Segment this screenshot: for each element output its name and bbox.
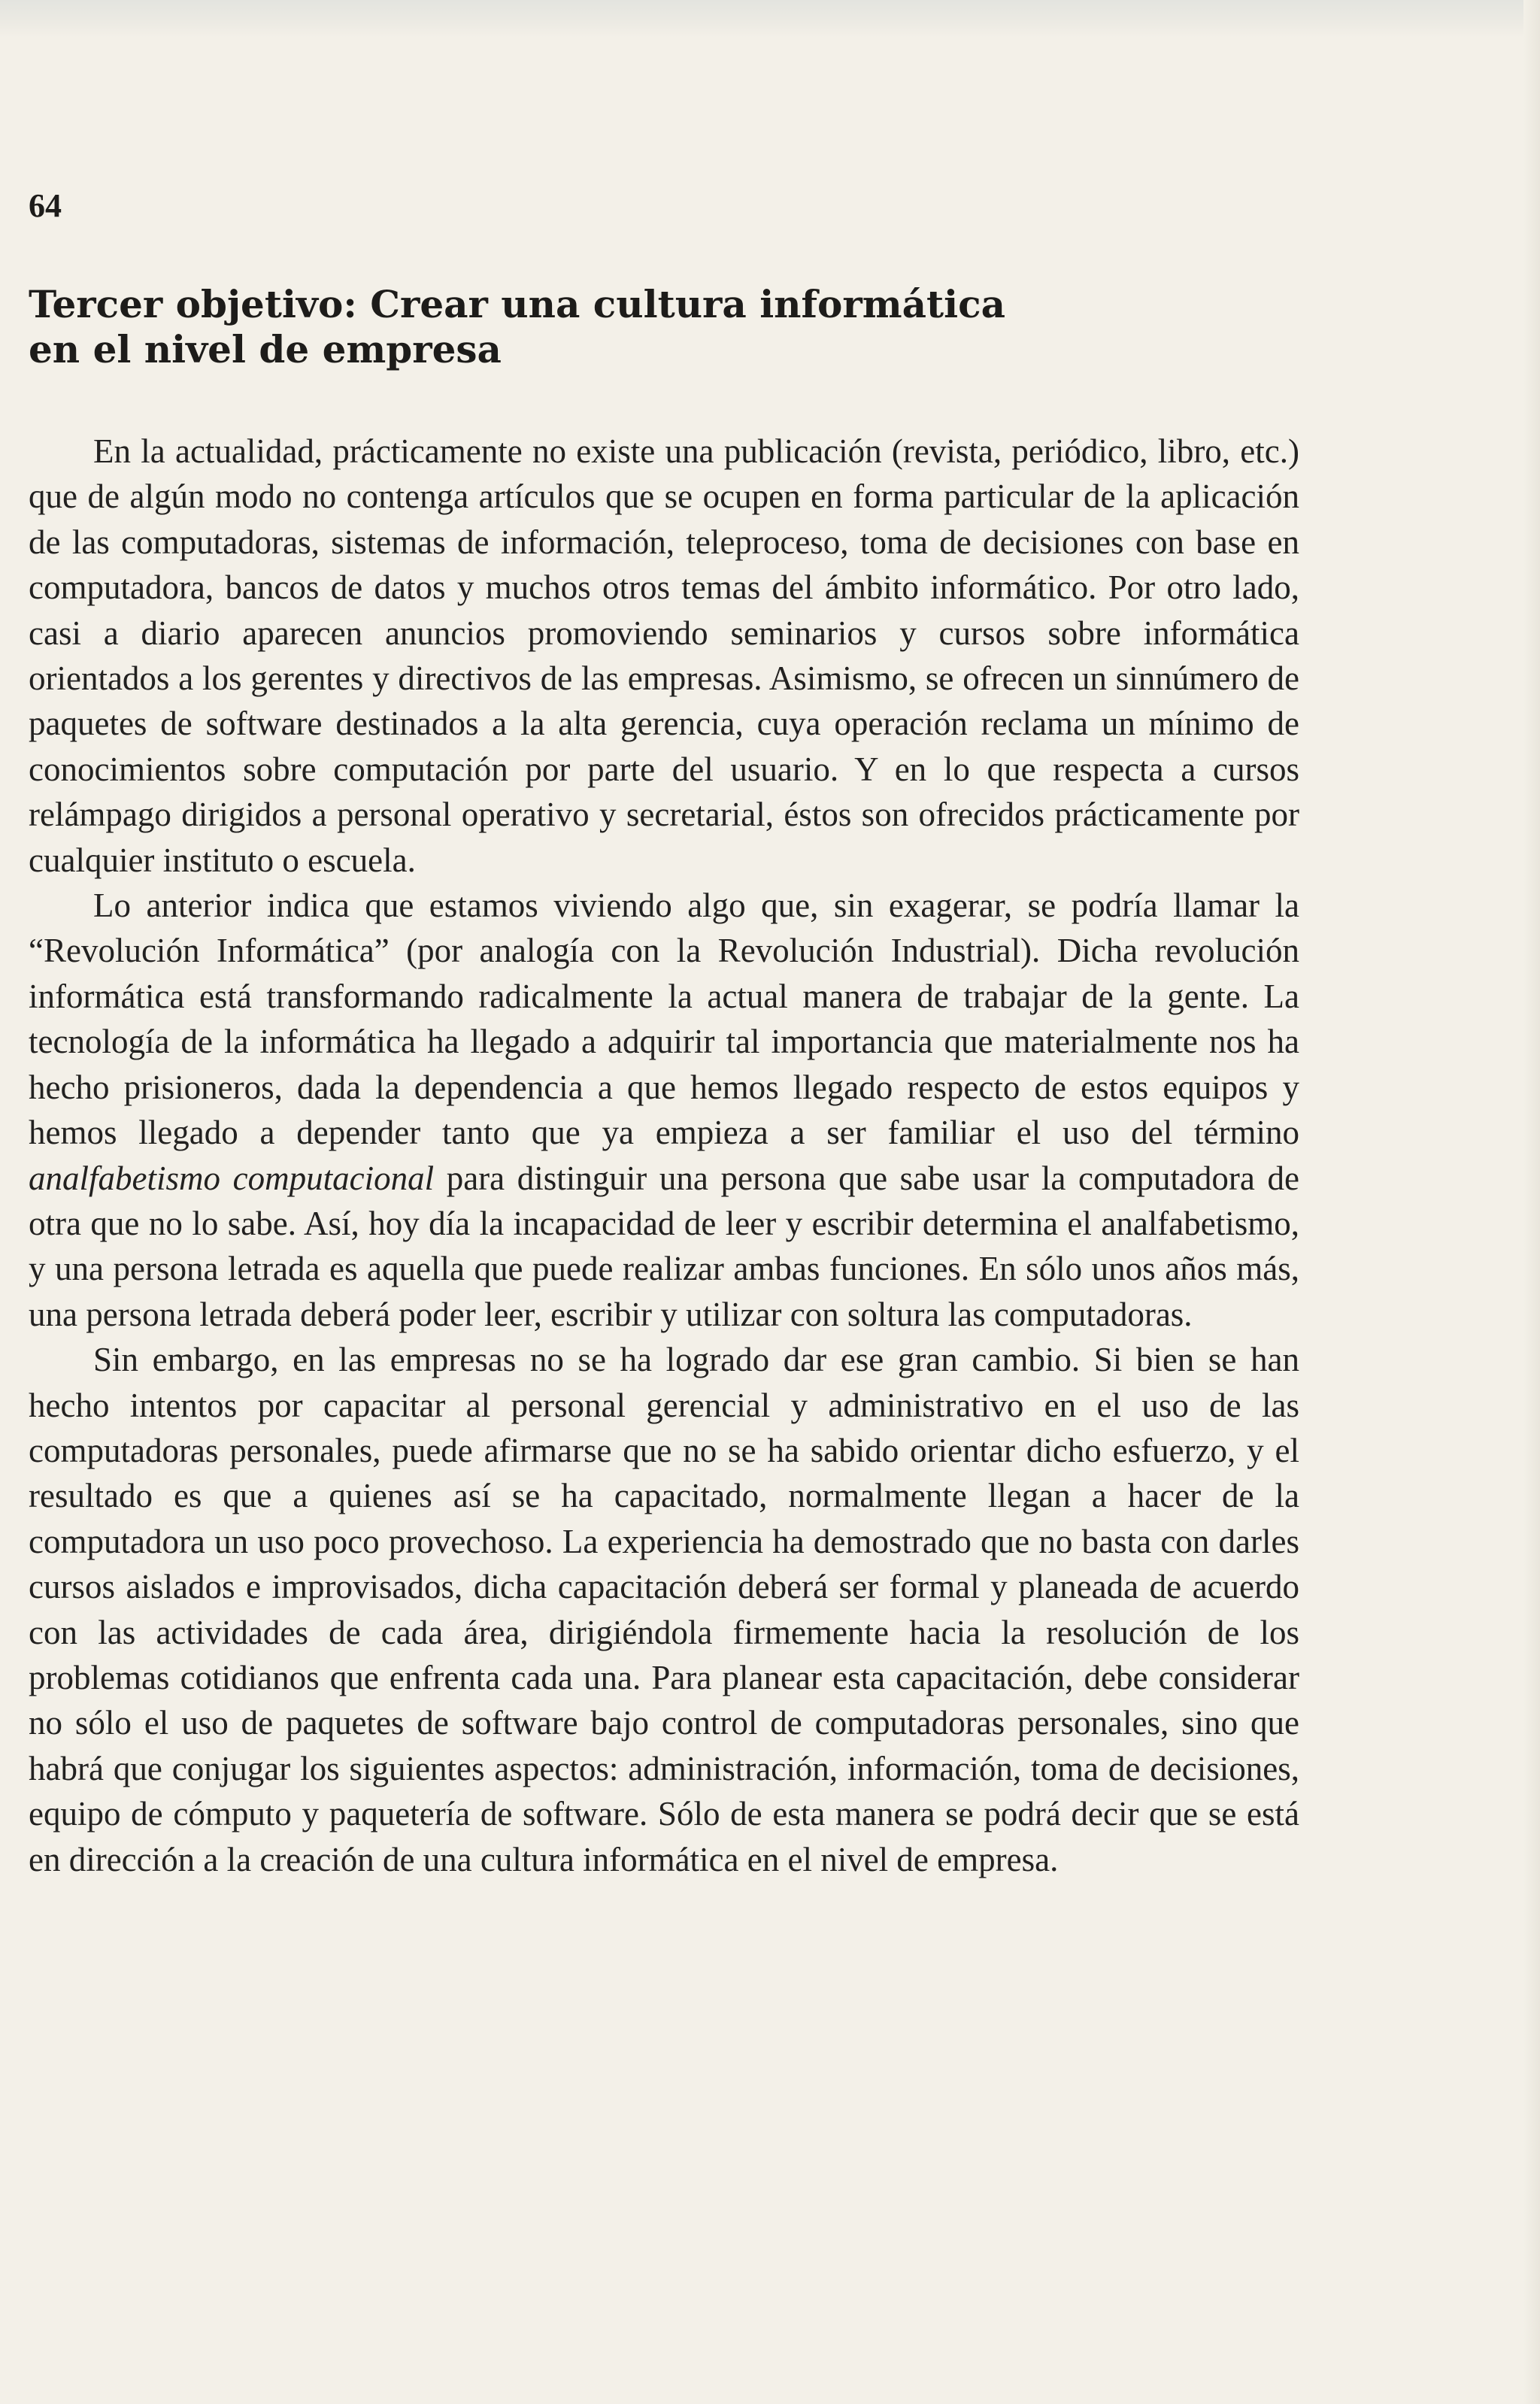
italic-term: analfabetismo computacional	[29, 1159, 435, 1197]
paragraph-3: Sin embargo, en las empresas no se ha logrado dar ese gran cambio. Si bien se han hecho intentos por capacitar al personal gerencial y administrativo en el uso de las computadoras personales, puede afirmarse que no se ha sabido orientar dicho esfuerzo, y el resultado es que a quienes así se ha capacitado, normalmente llegan a hacer de la computadora un uso poco provechoso. La experiencia ha demostrado que no basta con darles cursos aislados e improvisados, dicha capacitación deberá ser formal y planeada de acuerdo con las actividades de cada área, dirigiéndola firmemente hacia la resolución de los problemas cotidianos que enfrenta cada una. Para planear esta capacitación, debe considerar no sólo el uso de paquetes de software bajo control de computadoras personales, sino que habrá que conjugar los siguientes aspectos: administración, información, toma de decisiones, equipo de cómputo y paquetería de software. Sólo de esta manera se podrá decir que se está en dirección a la creación de una cultura informática en el nivel de empresa.	[29, 1341, 1299, 1878]
paragraph-2-end: para distinguir una persona que sabe usar la computadora de otra que no lo sabe. Así, hoy día la incapacidad de leer y escribir determina el analfabetismo, y una persona letrada es aquella que puede realizar ambas funciones. En sólo unos años más, una persona letrada deberá poder leer, escribir y utilizar con soltura las computadoras.	[29, 1159, 1299, 1333]
paragraph-2-start: Lo anterior indica que estamos viviendo algo que, sin exagerar, se podría llamar la “Revolución Informática” (por analogía con la Revolución Industrial). Dicha revolución informática está transformando radicalmente la actual manera de trabajar de la gente. La tecnología de la informática ha llegado a adquirir tal importancia que materialmente nos ha hecho prisioneros, dada la dependencia a que hemos llegado respecto de estos equipos y hemos llegado a depender tanto que ya empieza a ser familiar el uso del término	[29, 887, 1299, 1152]
scan-top-edge	[0, 0, 1540, 38]
section-title: Tercer objetivo: Crear una cultura informática en el nivel de empresa	[29, 282, 1005, 371]
body-text	[29, 429, 1299, 1882]
page-number: 64	[29, 187, 62, 224]
scan-right-edge	[1523, 0, 1540, 2404]
paragraph-2	[29, 883, 1299, 1337]
paragraph-1: En la actualidad, prácticamente no existe una publicación (revista, periódico, libro, etc.) que de algún modo no contenga artículos que se ocupen en forma particular de la aplicación de las computadoras, sistemas de información, teleproceso, toma de decisiones con base en computadora, bancos de datos y muchos otros temas del ámbito informático. Por otro lado, casi a diario aparecen anuncios promoviendo seminarios y cursos sobre informática orientados a los gerentes y directivos de las empresas. Asimismo, se ofrecen un sinnúmero de paquetes de software destinados a la alta gerencia, cuya operación reclama un mínimo de conocimientos sobre computación por parte del usuario. Y en lo que respecta a cursos relámpago dirigidos a personal operativo y secretarial, éstos son ofrecidos prácticamente por cualquier instituto o escuela.	[29, 432, 1299, 879]
